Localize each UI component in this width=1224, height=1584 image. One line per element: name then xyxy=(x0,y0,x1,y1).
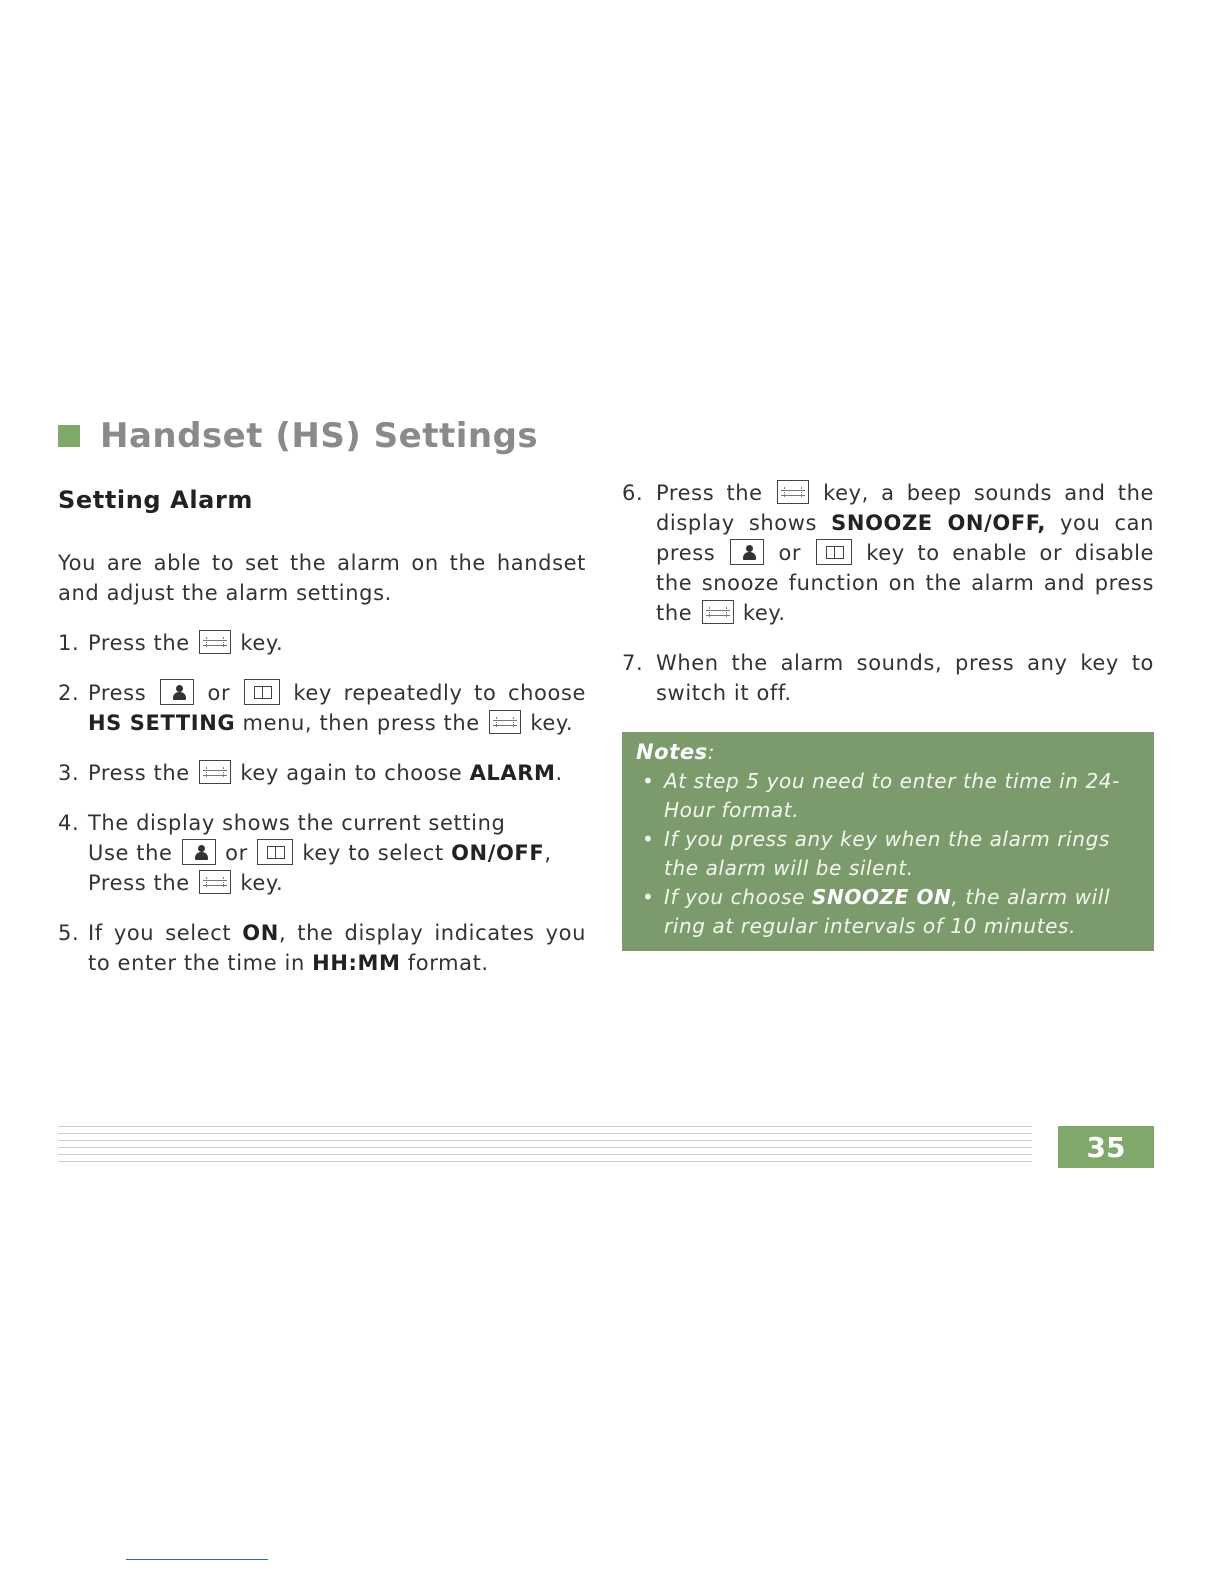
page-number: 35 xyxy=(1058,1126,1154,1168)
step-text-part: Press the xyxy=(88,871,190,895)
step-5 xyxy=(58,918,586,978)
option-name: ON/OFF xyxy=(451,841,545,865)
step-text-part: . xyxy=(555,761,563,785)
menu-key-icon xyxy=(199,870,231,894)
note-text-part: If you choose xyxy=(664,885,806,909)
step-text-part: key repeatedly to choose xyxy=(293,681,587,705)
notes-box xyxy=(622,732,1154,951)
step-text-part: or xyxy=(207,681,231,705)
step-text-part: Press the xyxy=(88,761,190,785)
note-item: • At step 5 you need to enter the time in 24-Hour format. xyxy=(636,767,1140,825)
step-number: 5. xyxy=(58,921,80,945)
step-text xyxy=(88,758,586,788)
book-key-icon xyxy=(257,839,293,865)
step-text-part: The display shows the current setting xyxy=(88,811,506,835)
step-text-part: Press the xyxy=(656,481,763,505)
step-3 xyxy=(58,758,586,788)
step-text-part: key. xyxy=(742,601,786,625)
book-key-icon xyxy=(816,539,852,565)
step-4 xyxy=(58,808,586,898)
step-text xyxy=(88,628,586,658)
step-text-part: If you select xyxy=(88,921,232,945)
menu-key-icon xyxy=(777,480,809,504)
step-text-part: key again to choose xyxy=(240,761,463,785)
step-text-part: menu, then press the xyxy=(242,711,480,735)
step-text-part: key. xyxy=(530,711,574,735)
section-title: Setting Alarm xyxy=(58,486,253,514)
contact-key-icon xyxy=(182,839,216,865)
menu-key-icon xyxy=(489,710,521,734)
step-7 xyxy=(622,648,1154,708)
step-number: 1. xyxy=(58,631,80,655)
step-text-part: Press the xyxy=(88,631,190,655)
step-text xyxy=(88,678,586,738)
step-text-part: , xyxy=(544,841,552,865)
step-text-part: or xyxy=(778,541,802,565)
step-text xyxy=(88,808,586,898)
menu-key-icon xyxy=(199,760,231,784)
menu-key-icon xyxy=(702,600,734,624)
step-number: 3. xyxy=(58,761,80,785)
contact-key-icon xyxy=(730,539,764,565)
book-key-icon xyxy=(244,679,280,705)
intro-paragraph: You are able to set the alarm on the handset and adjust the alarm settings. xyxy=(58,551,586,605)
step-1 xyxy=(58,628,586,658)
contact-key-icon xyxy=(160,679,194,705)
right-column xyxy=(622,478,1154,951)
notes-title: Notes xyxy=(636,740,708,764)
step-text-part: , the display indicates you to enter the time in xyxy=(88,921,587,975)
note-item xyxy=(636,883,1140,941)
step-text-part: key to enable or disable the snooze function on the alarm and press the xyxy=(656,541,1155,625)
header-square-icon xyxy=(58,425,80,447)
step-6 xyxy=(622,478,1154,628)
step-number: 4. xyxy=(58,811,80,835)
step-number: 7. xyxy=(622,651,644,675)
notes-list xyxy=(636,767,1140,941)
menu-name: HS SETTING xyxy=(88,711,236,735)
option-name: ON xyxy=(242,921,279,945)
page-title: Handset (HS) Settings xyxy=(100,416,539,456)
step-text-part: Press xyxy=(88,681,147,705)
step-text-part: key to select xyxy=(302,841,444,865)
note-text-part: , the alarm will ring at regular intervals of 10 minutes. xyxy=(664,885,1111,938)
bottom-link-underline[interactable] xyxy=(126,1559,268,1560)
step-number: 6. xyxy=(622,481,644,505)
step-text: When the alarm sounds, press any key to switch it off. xyxy=(656,651,1154,705)
left-column xyxy=(58,478,586,998)
step-2 xyxy=(58,678,586,738)
step-text-part: format. xyxy=(407,951,489,975)
menu-key-icon xyxy=(199,630,231,654)
note-item: • If you press any key when the alarm rings the alarm will be silent. xyxy=(636,825,1140,883)
step-text xyxy=(88,918,586,978)
footer-rule xyxy=(58,1126,1032,1168)
notes-title-colon: : xyxy=(707,740,716,764)
page-header xyxy=(58,412,538,460)
step-text-part: you can press xyxy=(656,511,1155,565)
step-text-part: key. xyxy=(240,631,284,655)
step-text-part: key, a beep sounds and the display shows xyxy=(656,481,1155,535)
step-number: 2. xyxy=(58,681,80,705)
time-format: HH:MM xyxy=(312,951,401,975)
notes-heading xyxy=(636,738,1140,767)
menu-name: ALARM xyxy=(469,761,556,785)
step-text-part: key. xyxy=(240,871,284,895)
step-text xyxy=(656,478,1154,628)
step-text-part: or xyxy=(225,841,248,865)
option-name: SNOOZE ON xyxy=(812,885,952,909)
option-name: SNOOZE ON/OFF, xyxy=(831,511,1046,535)
step-text-part: Use the xyxy=(88,841,173,865)
